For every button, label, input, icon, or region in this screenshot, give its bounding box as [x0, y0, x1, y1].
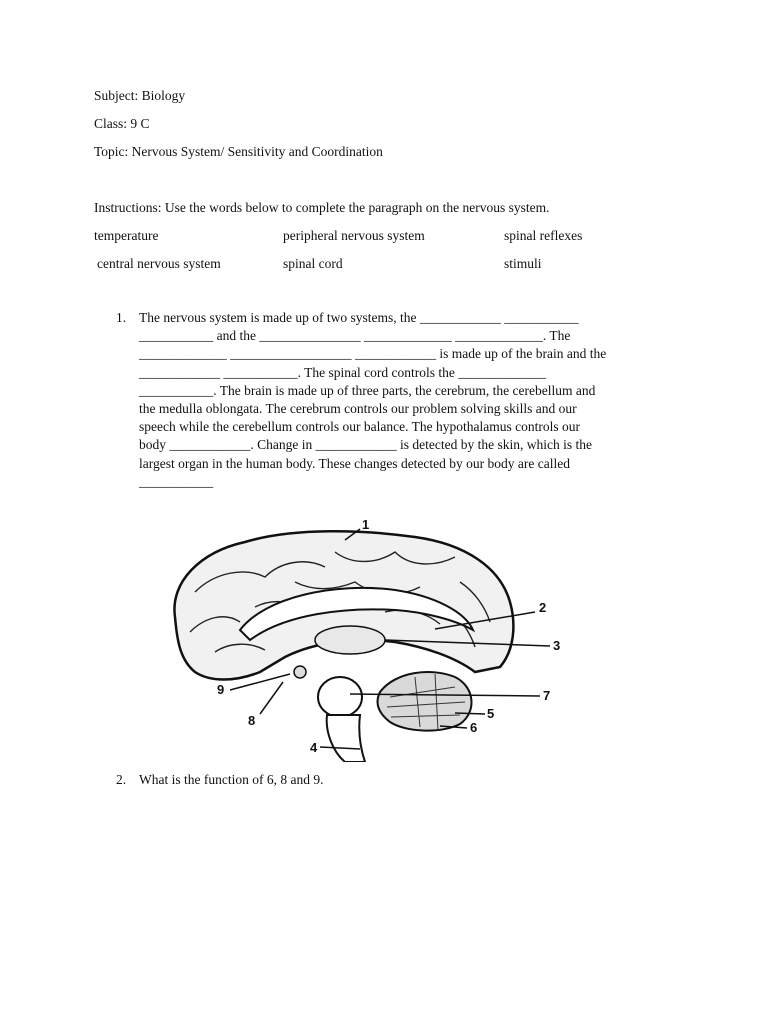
label-2: 2 [539, 600, 547, 615]
label-8: 8 [248, 713, 256, 728]
pons [318, 677, 362, 717]
question-1-number: 1. [116, 310, 127, 325]
paragraph-line: ___________. The brain is made up of three parts, the cerebrum, the cerebellum and [139, 382, 596, 398]
paragraph-line: the medulla oblongata. The cerebrum controls our problem solving skills and our [139, 401, 577, 417]
instructions: Instructions: Use the words below to complete the paragraph on the nervous system. [94, 200, 550, 215]
question-2-text: What is the function of 6, 8 and 9. [139, 772, 324, 787]
paragraph-line: ___________ and the _______________ _____________ _____________. The [139, 328, 571, 344]
word-temperature: temperature [94, 228, 159, 243]
paragraph-line: largest organ in the human body. These changes detected by our body are called [139, 455, 570, 471]
paragraph-line: ____________ ___________. The spinal cord controls the _____________ [139, 364, 546, 380]
paragraph-line: speech while the cerebellum controls our balance. The hypothalamus controls our [139, 419, 580, 435]
label-5: 5 [487, 706, 495, 721]
word-peripheral-nervous-system: peripheral nervous system [283, 228, 425, 243]
question-2-number: 2. [116, 772, 127, 787]
thalamus [315, 626, 385, 654]
class-line: Class: 9 C [94, 116, 150, 131]
word-central-nervous-system: central nervous system [97, 256, 221, 271]
label-3: 3 [553, 638, 561, 653]
label-1: 1 [362, 517, 370, 532]
paragraph-line: The nervous system is made up of two systems, the ____________ ___________ [139, 310, 579, 325]
label-4: 4 [310, 740, 318, 755]
label-6: 6 [470, 720, 478, 735]
pituitary-gland [294, 666, 306, 678]
question-1-paragraph [139, 309, 639, 491]
word-spinal-cord: spinal cord [283, 256, 343, 271]
brain-diagram [155, 512, 575, 762]
topic-line: Topic: Nervous System/ Sensitivity and Coordination [94, 144, 383, 159]
subject-line: Subject: Biology [94, 88, 186, 103]
paragraph-line: _____________ __________________ ____________ is made up of the brain and the [139, 346, 607, 362]
paragraph-line: ___________ [139, 473, 214, 489]
paragraph-line: body ____________. Change in ____________ is detected by the skin, which is the [139, 437, 592, 453]
label-9: 9 [217, 682, 225, 697]
word-spinal-reflexes: spinal reflexes [504, 228, 583, 243]
word-stimuli: stimuli [504, 256, 542, 271]
label-7: 7 [543, 688, 551, 703]
cerebellum [377, 672, 471, 731]
